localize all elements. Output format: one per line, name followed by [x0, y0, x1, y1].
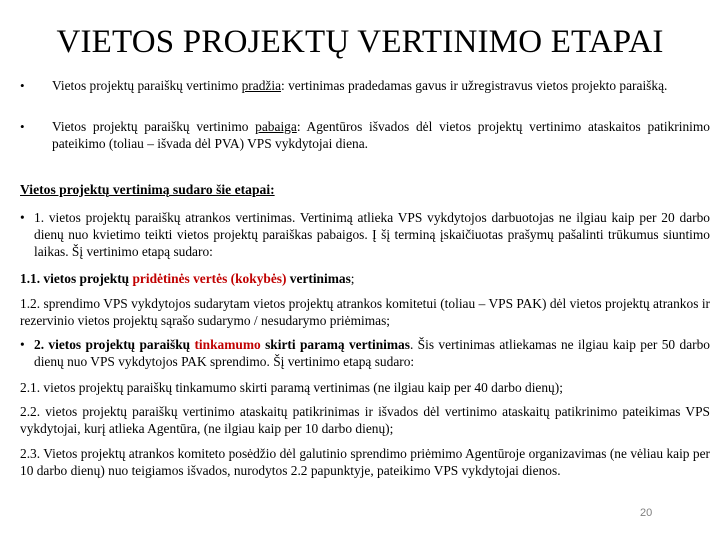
stage2-b: skirti paramą vertinimas — [260, 337, 410, 352]
bullet1-underlined: pradžia — [241, 78, 282, 93]
bullet1-text-a: Vietos projektų paraiškų vertinimo — [52, 78, 242, 93]
list-item-end — [20, 118, 710, 152]
stage1-paragraph — [20, 209, 710, 260]
page-title: VIETOS PROJEKTŲ VERTINIMO ETAPAI — [56, 24, 664, 60]
list-item-start — [20, 77, 710, 94]
bullet1-text-b: : vertinimas pradedamas gavus ir užregistravus vietos projekto paraišką. — [281, 78, 668, 93]
bullet-dot: • — [20, 210, 25, 225]
step-2-1: 2.1. vietos projektų paraiškų tinkamumo skirti paramą vertinimas (ne ilgiau kaip per 40 darbo dienų); — [20, 380, 563, 395]
step-2-3: 2.3. Vietos projektų atrankos komiteto posėdžio dėl galutinio sprendimo priėmimo Agentūroje organizavimas (ne vėliau kaip per 10 darbo dienų) nuo teigiamos išvados, nurodytos 2.2 papunktyje, pateikimo VPS vykdytojai dienos. — [20, 446, 710, 478]
stage2-highlight: tinkamumo — [194, 337, 261, 352]
bullet2-text-a: Vietos projektų paraiškų vertinimo — [52, 119, 256, 134]
bullet-dot: • — [20, 119, 25, 134]
page-number: 20 — [640, 507, 653, 519]
step-2-2: 2.2. vietos projektų paraiškų vertinimo ataskaitų patikrinimas ir išvados dėl vertinimo ataskaitų patikrinimo pateikimas VPS vykdytojai, kurį atlieka Agentūra, (ne ilgiau kaip per 10 darbo dienų); — [20, 404, 710, 436]
section-heading: Vietos projektų vertinimą sudaro šie etapai: — [20, 182, 275, 197]
bullet2-underlined: pabaiga — [255, 119, 297, 134]
bullet-dot: • — [20, 337, 25, 352]
step-1-1-a: 1.1. vietos projektų — [20, 271, 133, 286]
step-1-1-b: vertinimas — [286, 271, 351, 286]
stage2-c: . Šis vertinimas atliekamas ne ilgiau kaip per 50 darbo dienų nuo VPS vykdytojos PAK sprendimo. Šį vertinimo etapą sudaro: — [34, 337, 710, 369]
bullet-dot: • — [20, 78, 25, 93]
stage1-text: 1. vietos projektų paraiškų atrankos vertinimas. Vertinimą atlieka VPS vykdytojos darbuotojas ne ilgiau kaip per 20 darbo dienų nuo kvietimo teikti vietos projektų paraiškas pabaigos. Į šį terminą įskaičiuotas prašymų pašalinti trūkumus siuntimo laikas. Šį vertinimo etapą sudaro: — [34, 210, 710, 259]
step-1-1-c: ; — [350, 271, 355, 286]
step-1-1 — [20, 270, 710, 287]
bullet2-text-b: : Agentūros išvados dėl vietos projektų vertinimo ataskaitos patikrinimo pateikimo (toliau – išvada dėl PVA) VPS vykdytojai diena. — [52, 119, 710, 151]
stage2-a: 2. vietos projektų paraiškų — [34, 337, 195, 352]
stage2-paragraph — [20, 336, 710, 370]
step-1-1-highlight: pridėtinės vertės (kokybės) — [132, 271, 287, 286]
step-1-2: 1.2. sprendimo VPS vykdytojos sudarytam vietos projektų atrankos komitetui (toliau – VPS PAK) dėl vietos projektų atrankos ir rezervinio vietos projektų sąrašo sudarymo / nesudarymo priėmimas; — [20, 296, 710, 328]
